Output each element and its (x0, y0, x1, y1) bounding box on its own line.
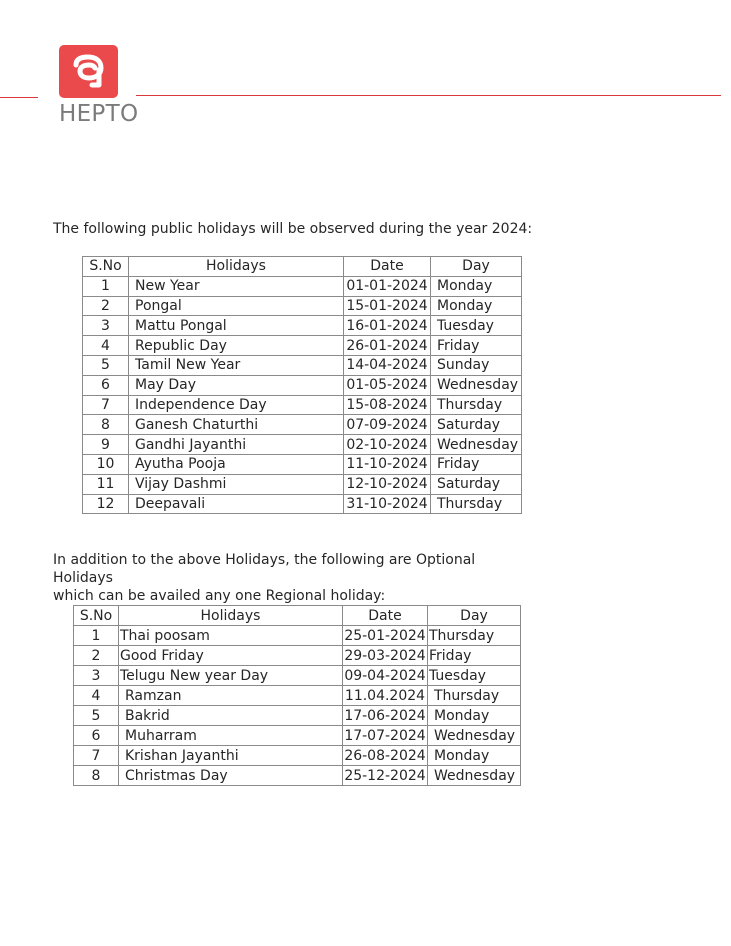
cell-sno: 8 (74, 766, 119, 786)
cell-holiday: Telugu New year Day (119, 666, 343, 686)
cell-holiday: Ayutha Pooja (129, 454, 344, 474)
cell-day: Saturday (431, 415, 522, 435)
cell-sno: 5 (74, 706, 119, 726)
cell-holiday: New Year (129, 276, 344, 296)
cell-day: Wednesday (431, 435, 522, 455)
col-holiday-header: Holidays (119, 606, 343, 626)
table-row (74, 766, 521, 786)
cell-date: 26-01-2024 (344, 336, 431, 356)
cell-date: 26-08-2024 (344, 747, 426, 764)
cell-day: Thursday (428, 626, 521, 646)
cell-date: 29-03-2024 (344, 647, 426, 664)
cell-day: Friday (431, 336, 522, 356)
table-row (74, 706, 521, 726)
cell-sno: 8 (83, 415, 129, 435)
col-date-header: Date (344, 257, 431, 277)
cell-date: 01-05-2024 (344, 375, 431, 395)
header-rule-left (0, 97, 38, 98)
cell-day: Monday (428, 706, 521, 726)
cell-date: 31-10-2024 (344, 494, 431, 514)
table-row (83, 395, 522, 415)
table-row (74, 746, 521, 766)
cell-day: Thursday (431, 494, 522, 514)
table-row (83, 316, 522, 336)
cell-date: 25-12-2024 (344, 767, 426, 784)
cell-sno: 3 (74, 666, 119, 686)
table-row (74, 686, 521, 706)
cell-date: 11-10-2024 (344, 454, 431, 474)
cell-sno: 11 (83, 474, 129, 494)
cell-day: Monday (428, 746, 521, 766)
cell-date: 15-08-2024 (344, 395, 431, 415)
cell-day: Sunday (431, 355, 522, 375)
cell-sno: 1 (74, 626, 119, 646)
cell-day: Saturday (431, 474, 522, 494)
cell-sno: 7 (74, 746, 119, 766)
table-row (83, 296, 522, 316)
cell-date: 11.04.2024 (343, 686, 428, 706)
col-sno-header: S.No (74, 606, 119, 626)
cell-sno: 1 (83, 276, 129, 296)
cell-sno: 6 (74, 726, 119, 746)
col-date-header: Date (343, 606, 428, 626)
cell-holiday: Good Friday (119, 646, 343, 666)
table-row (83, 375, 522, 395)
table-row (83, 454, 522, 474)
cell-holiday: May Day (129, 375, 344, 395)
cell-holiday: Vijay Dashmi (129, 474, 344, 494)
cell-day: Thursday (431, 395, 522, 415)
cell-sno: 6 (83, 375, 129, 395)
cell-sno: 4 (74, 686, 119, 706)
cell-date: 02-10-2024 (344, 435, 431, 455)
cell-sno: 5 (83, 355, 129, 375)
table-row (83, 276, 522, 296)
table-row (83, 435, 522, 455)
cell-holiday: Deepavali (129, 494, 344, 514)
header-rule-right (136, 95, 721, 96)
cell-date: 16-01-2024 (344, 316, 431, 336)
cell-holiday: Christmas Day (119, 766, 343, 786)
hepto-logo-icon (59, 45, 118, 98)
table-row (83, 336, 522, 356)
cell-day: Monday (431, 296, 522, 316)
cell-holiday: Krishan Jayanthi (119, 746, 343, 766)
cell-date: 25-01-2024 (344, 627, 426, 644)
cell-sno: 7 (83, 395, 129, 415)
cell-holiday: Thai poosam (119, 626, 343, 646)
cell-date: 01-01-2024 (344, 276, 431, 296)
cell-sno: 10 (83, 454, 129, 474)
cell-sno: 2 (74, 646, 119, 666)
table-row (83, 415, 522, 435)
cell-day: Wednesday (428, 766, 521, 786)
table-row (83, 474, 522, 494)
cell-date: 12-10-2024 (344, 474, 431, 494)
cell-holiday: Bakrid (119, 706, 343, 726)
brand-name: HEPTO (59, 101, 139, 127)
cell-holiday: Ramzan (119, 686, 343, 706)
cell-holiday: Republic Day (129, 336, 344, 356)
col-holiday-header: Holidays (129, 257, 344, 277)
cell-day: Wednesday (428, 726, 521, 746)
cell-day: Tuesday (431, 316, 522, 336)
cell-day: Thursday (428, 686, 521, 706)
table-row (74, 626, 521, 646)
cell-sno: 3 (83, 316, 129, 336)
cell-holiday: Independence Day (129, 395, 344, 415)
cell-day: Monday (431, 276, 522, 296)
cell-sno: 12 (83, 494, 129, 514)
optional-intro-line2: which can be availed any one Regional holiday: (53, 588, 386, 604)
cell-day: Friday (428, 646, 521, 666)
table-row (74, 666, 521, 686)
table-row (83, 494, 522, 514)
cell-date: 17-06-2024 (344, 707, 426, 724)
cell-day: Tuesday (428, 666, 521, 686)
cell-day: Wednesday (431, 375, 522, 395)
table-header-row (83, 257, 522, 277)
cell-date: 15-01-2024 (344, 296, 431, 316)
cell-holiday: Gandhi Jayanthi (129, 435, 344, 455)
cell-date: 09-04-2024 (344, 667, 426, 684)
cell-date: 14-04-2024 (344, 355, 431, 375)
table-row (74, 726, 521, 746)
cell-sno: 4 (83, 336, 129, 356)
cell-sno: 9 (83, 435, 129, 455)
table-row (74, 646, 521, 666)
cell-sno: 2 (83, 296, 129, 316)
intro-text: The following public holidays will be observed during the year 2024: (53, 221, 533, 237)
optional-intro-text (53, 551, 533, 605)
cell-holiday: Ganesh Chaturthi (129, 415, 344, 435)
col-day-header: Day (428, 606, 521, 626)
cell-date: 17-07-2024 (344, 727, 426, 744)
table-row (83, 355, 522, 375)
cell-date: 07-09-2024 (344, 415, 431, 435)
cell-day: Friday (431, 454, 522, 474)
cell-holiday: Mattu Pongal (129, 316, 344, 336)
public-holidays-table (82, 256, 522, 514)
col-sno-header: S.No (83, 257, 129, 277)
cell-holiday: Muharram (119, 726, 343, 746)
cell-holiday: Pongal (129, 296, 344, 316)
col-day-header: Day (431, 257, 522, 277)
optional-holidays-table (73, 605, 521, 786)
table-header-row (74, 606, 521, 626)
cell-holiday: Tamil New Year (129, 355, 344, 375)
optional-intro-line1: In addition to the above Holidays, the following are Optional Holidays (53, 552, 476, 586)
